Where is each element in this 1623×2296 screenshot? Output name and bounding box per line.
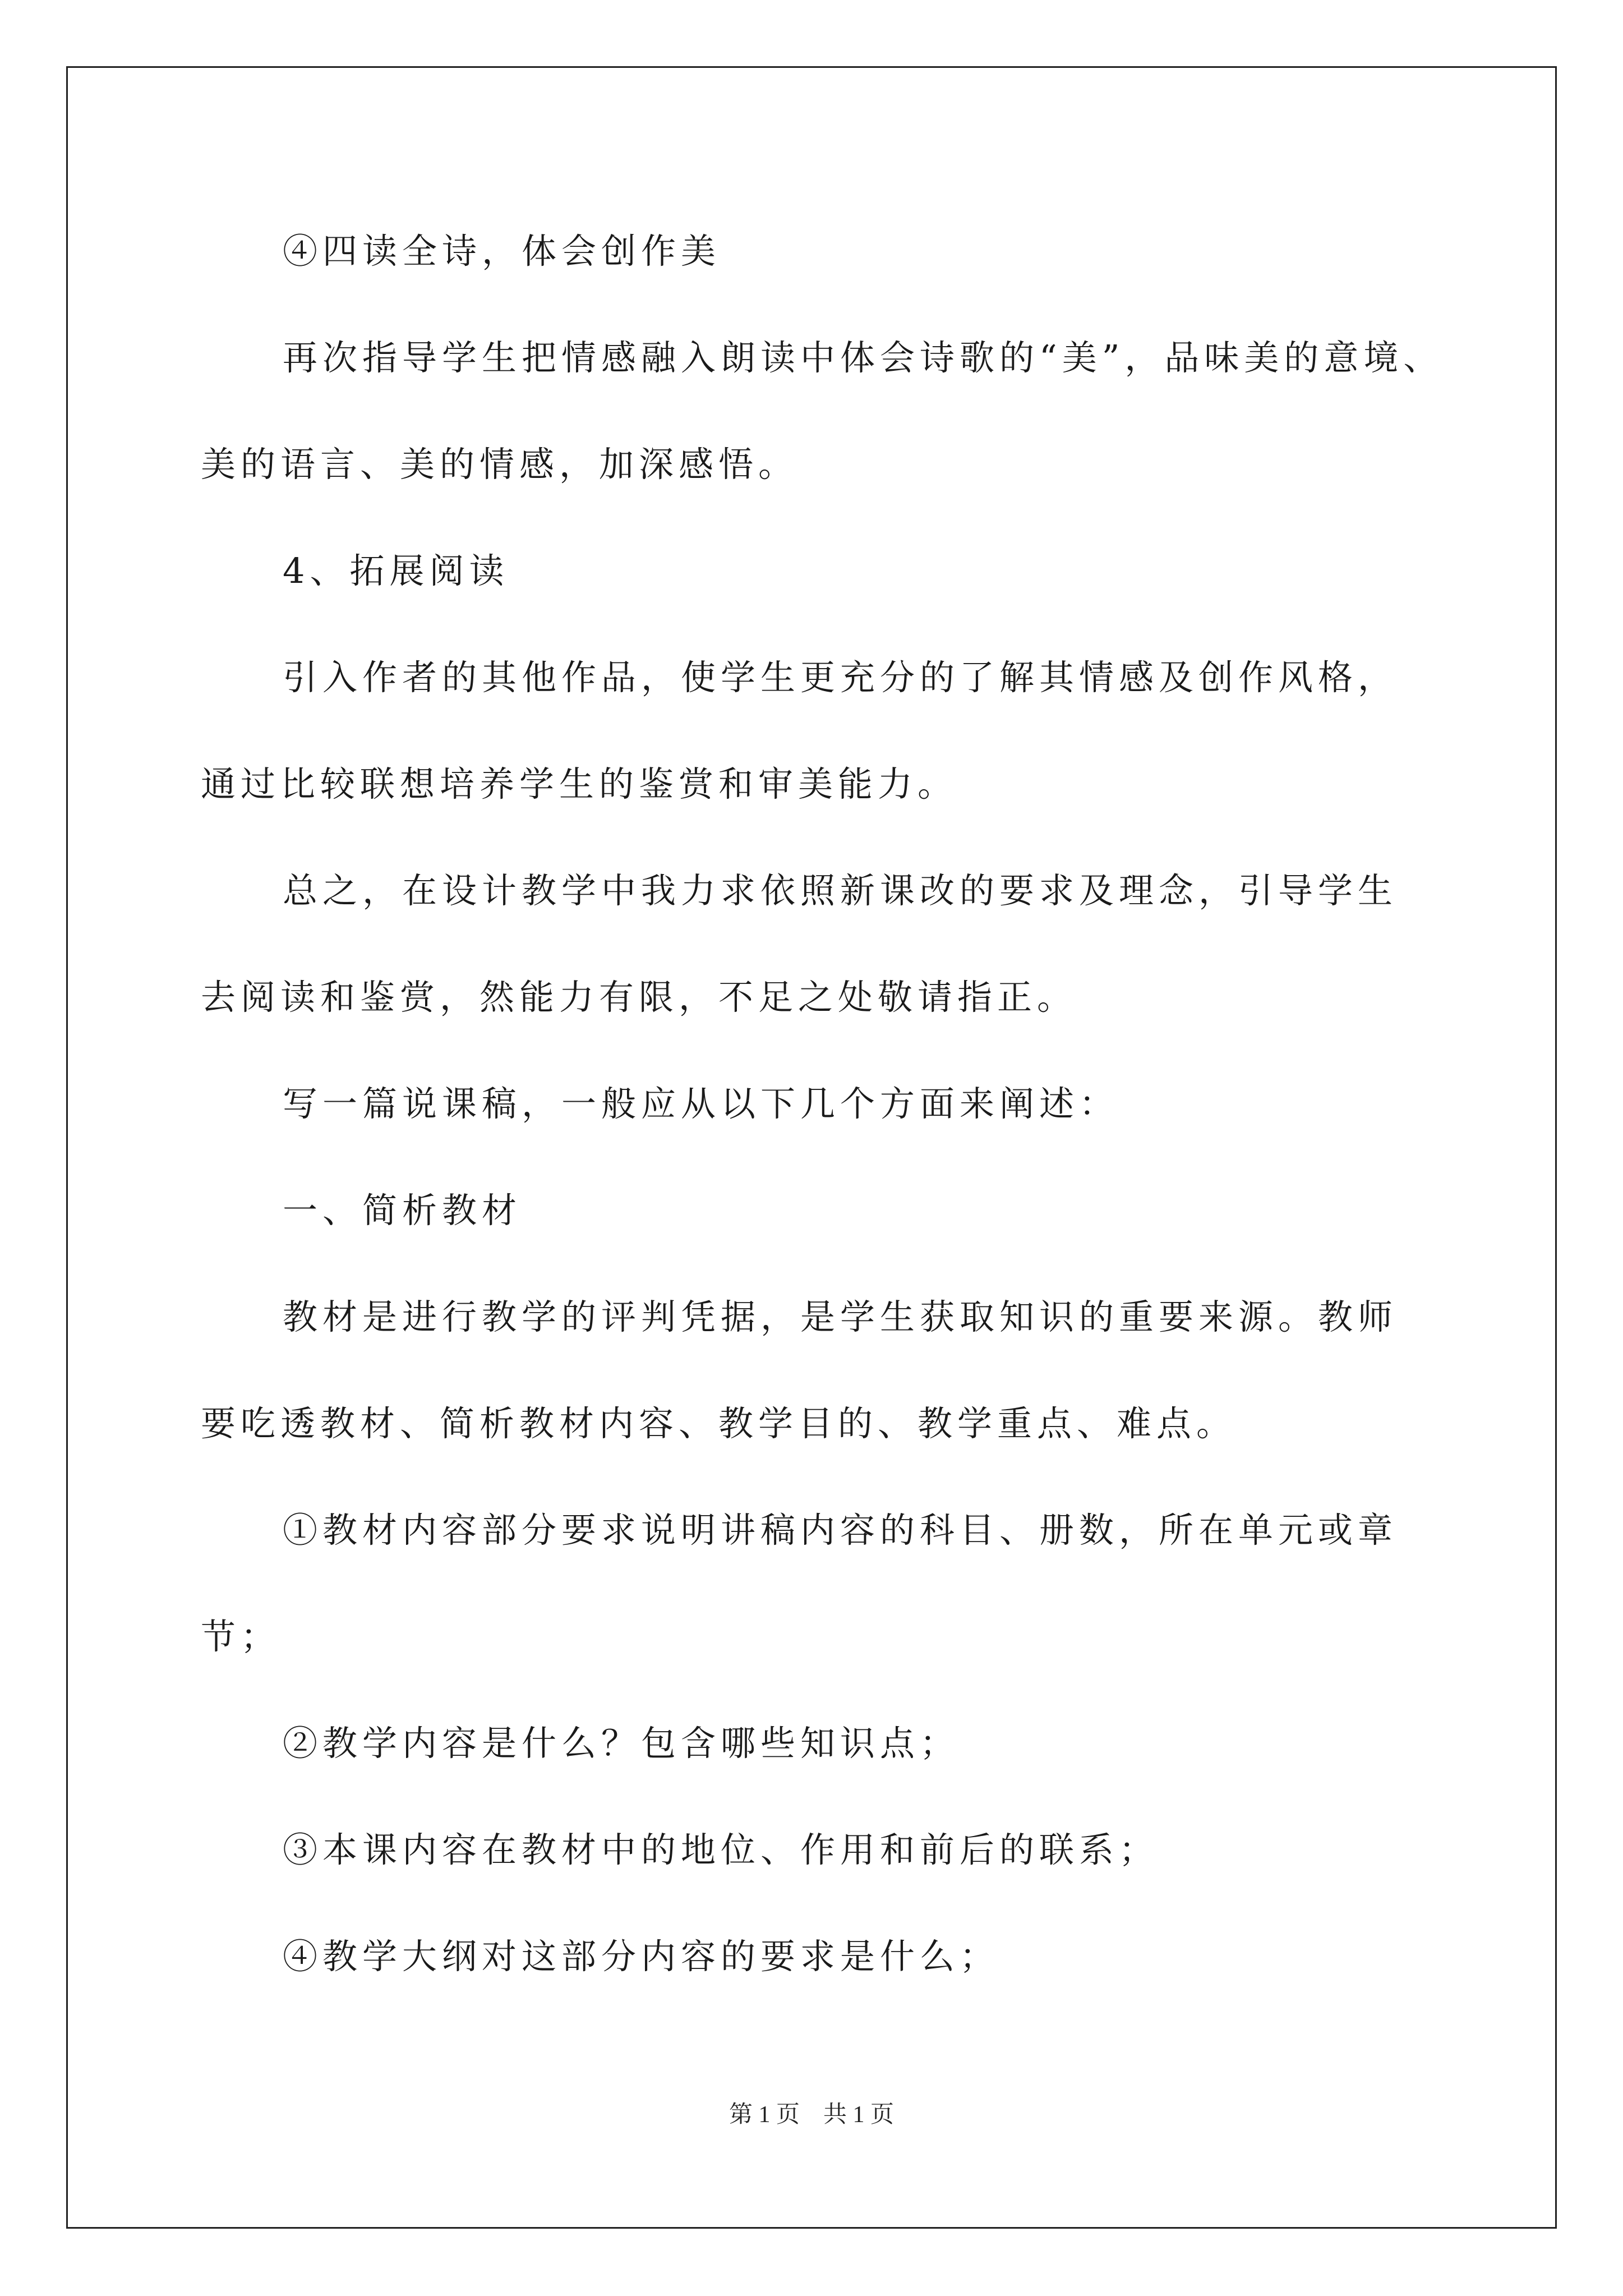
page-footer — [0, 2098, 1623, 2132]
paragraph-10: ③本课内容在教材中的地位、作用和前后的联系； — [283, 1829, 1159, 1870]
paragraph-2: 再次指导学生把情感融入朗读中体会诗歌的“美”，品味美的意境、 — [283, 337, 1444, 378]
paragraph-11: ④教学大纲对这部分内容的要求是什么； — [283, 1936, 1000, 1977]
paragraph-4: 引入作者的其他作品，使学生更充分的了解其情感及创作风格， — [283, 657, 1398, 698]
paragraph-3: 4、拓展阅读 — [283, 550, 509, 591]
paragraph-4-cont: 通过比较联想培养学生的鉴赏和审美能力。 — [201, 763, 958, 804]
page-number: 第 1 页 — [728, 2102, 800, 2128]
page-total: 共 1 页 — [823, 2102, 895, 2128]
paragraph-7-cont: 要吃透教材、简析教材内容、教学目的、教学重点、难点。 — [201, 1403, 1237, 1444]
paragraph-7: 教材是进行教学的评判凭据，是学生获取知识的重要来源。教师 — [283, 1296, 1398, 1337]
paragraph-6: 写一篇说课稿，一般应从以下几个方面来阐述： — [283, 1083, 1119, 1124]
paragraph-5: 总之，在设计教学中我力求依照新课改的要求及理念，引导学生 — [283, 870, 1398, 911]
paragraph-2-cont: 美的语言、美的情感，加深感悟。 — [201, 444, 799, 485]
paragraph-9: ②教学内容是什么？包含哪些知识点； — [283, 1723, 960, 1764]
paragraph-8: ①教材内容部分要求说明讲稿内容的科目、册数，所在单元或章 — [283, 1510, 1398, 1550]
paragraph-5-cont: 去阅读和鉴赏，然能力有限，不足之处敬请指正。 — [201, 977, 1077, 1018]
paragraph-8-cont: 节； — [201, 1616, 281, 1657]
section-heading: 一、简析教材 — [283, 1190, 522, 1231]
paragraph-1: ④四读全诗，体会创作美 — [283, 231, 721, 272]
